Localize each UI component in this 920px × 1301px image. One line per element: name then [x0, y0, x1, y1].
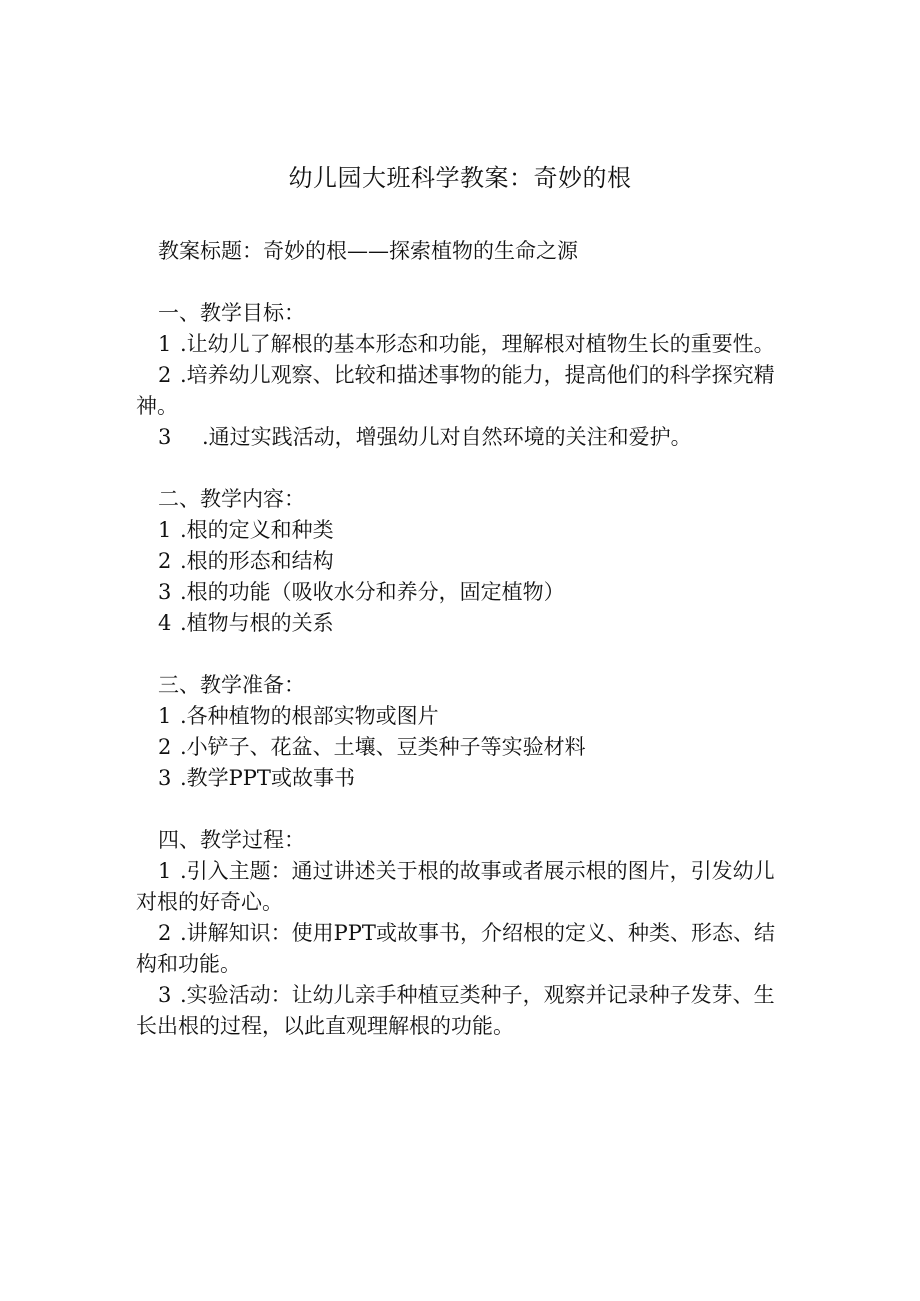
item-number: 2 — [158, 363, 172, 387]
item-number: 1 — [158, 704, 172, 728]
list-item — [136, 329, 784, 360]
item-number: 3 — [158, 425, 172, 449]
item-number: 3 — [158, 983, 172, 1007]
list-item — [136, 732, 784, 763]
section-heading: 三、教学准备： — [158, 673, 305, 697]
item-text: .培养幼儿观察、比较和描述事物的能力，提高他们的科学探究精神。 — [136, 363, 775, 418]
document-body — [136, 236, 784, 1073]
item-number: 1 — [158, 859, 172, 883]
item-number: 3 — [158, 580, 172, 604]
item-text: .根的定义和种类 — [180, 518, 334, 542]
section-heading: 一、教学目标： — [158, 301, 305, 325]
item-text: .引入主题：通过讲述关于根的故事或者展示根的图片，引发幼儿对根的好奇心。 — [136, 859, 775, 914]
item-number: 3 — [158, 766, 172, 790]
item-text: .讲解知识：使用PPT或故事书，介绍根的定义、种类、形态、结构和功能。 — [136, 921, 775, 976]
item-text: .植物与根的关系 — [180, 611, 334, 635]
item-text: .实验活动：让幼儿亲手种植豆类种子，观察并记录种子发芽、生长出根的过程，以此直观理解根的功能。 — [136, 983, 775, 1038]
lesson-title: 教案标题：奇妙的根——探索植物的生命之源 — [158, 239, 578, 263]
document-title: 幼儿园大班科学教案：奇妙的根 — [288, 164, 632, 192]
list-item — [136, 422, 784, 453]
item-text: .根的形态和结构 — [180, 549, 334, 573]
item-number: 4 — [158, 611, 172, 635]
item-text: .根的功能（吸收水分和养分，固定植物） — [180, 580, 565, 604]
item-text: .通过实践活动，增强幼儿对自然环境的关注和爱护。 — [202, 425, 692, 449]
list-item — [136, 980, 784, 1042]
section-teaching-preparation — [136, 670, 784, 794]
item-number: 1 — [158, 518, 172, 542]
list-item — [136, 701, 784, 732]
section-heading: 四、教学过程： — [158, 828, 305, 852]
list-item — [136, 763, 784, 794]
list-item — [136, 918, 784, 980]
item-number: 2 — [158, 549, 172, 573]
item-text: .教学PPT或故事书 — [180, 766, 355, 790]
list-item — [136, 608, 784, 639]
list-item — [136, 856, 784, 918]
list-item — [136, 515, 784, 546]
section-heading: 二、教学内容： — [158, 487, 305, 511]
list-item — [136, 546, 784, 577]
section-teaching-goals — [136, 298, 784, 453]
item-number: 2 — [158, 735, 172, 759]
item-text: .小铲子、花盆、土壤、豆类种子等实验材料 — [180, 735, 586, 759]
item-text: .让幼儿了解根的基本形态和功能，理解根对植物生长的重要性。 — [180, 332, 775, 356]
item-text: .各种植物的根部实物或图片 — [180, 704, 439, 728]
list-item — [136, 360, 784, 422]
section-teaching-process — [136, 825, 784, 1042]
list-item — [136, 577, 784, 608]
item-number: 2 — [158, 921, 172, 945]
item-number: 1 — [158, 332, 172, 356]
section-teaching-content — [136, 484, 784, 639]
